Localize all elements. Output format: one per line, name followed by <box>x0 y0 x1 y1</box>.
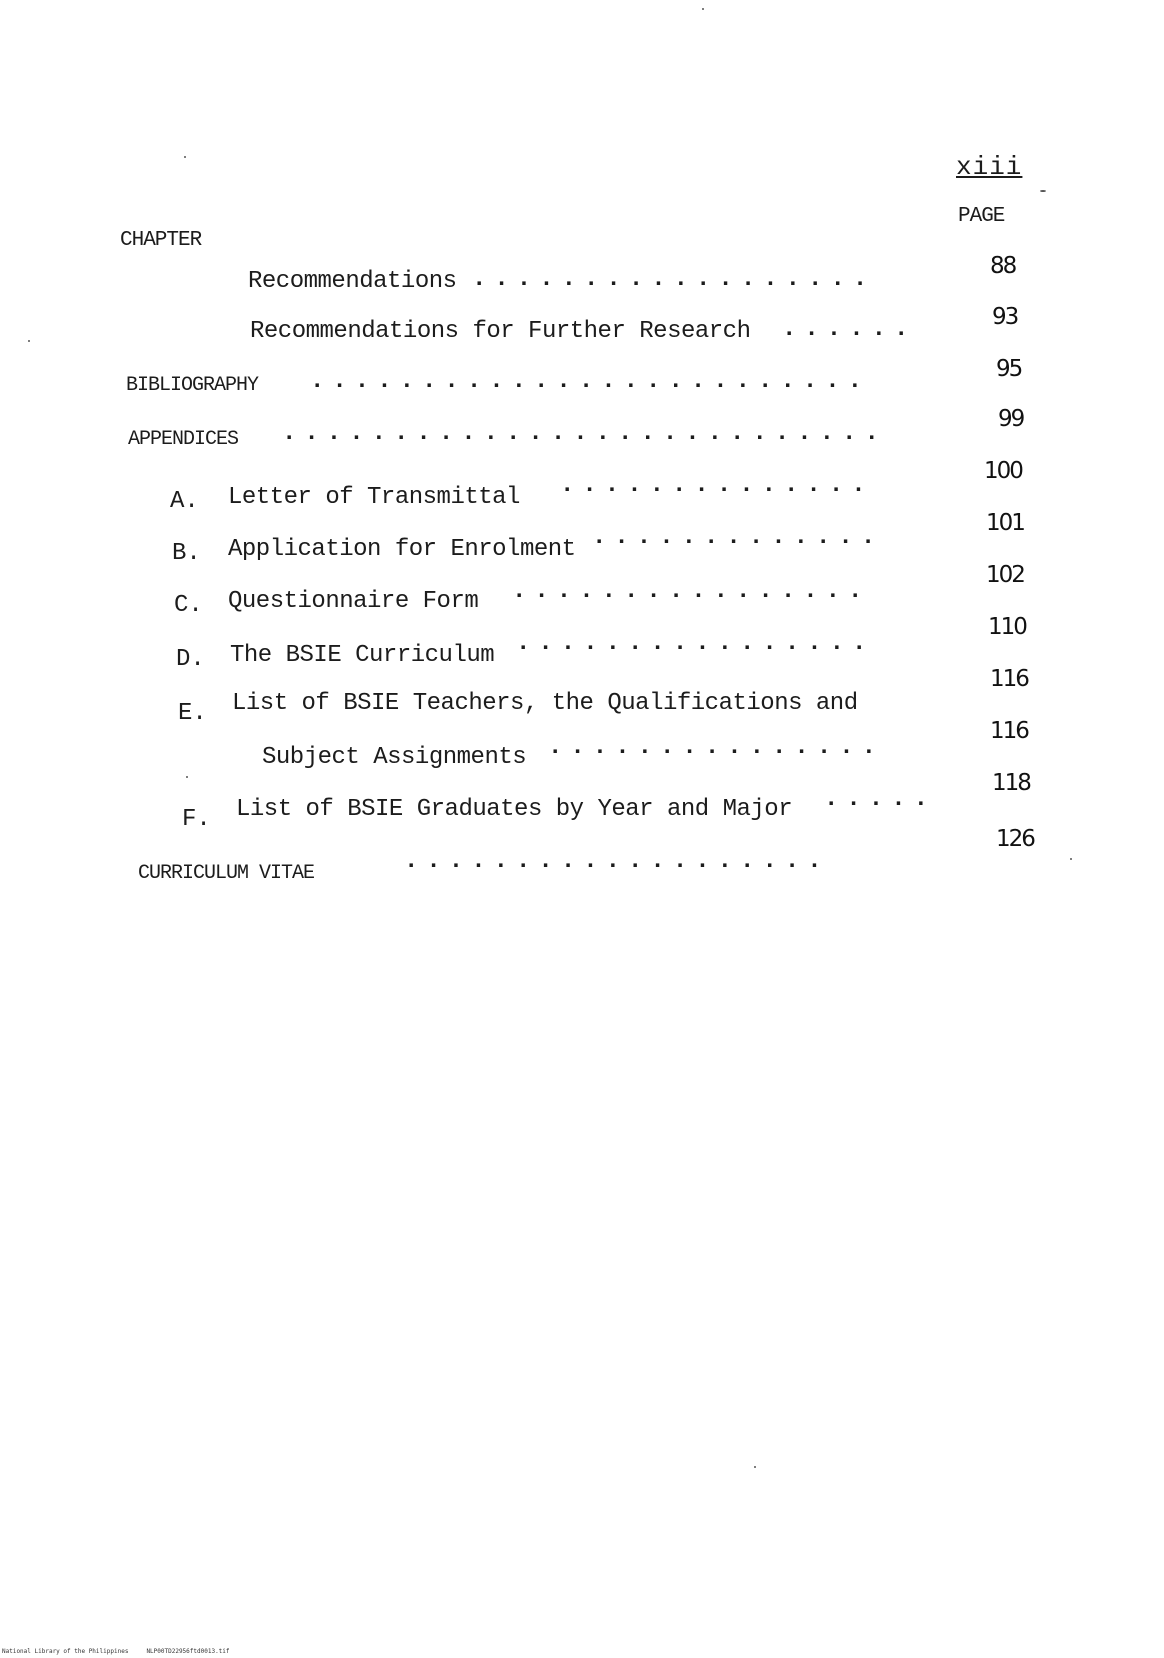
page-column-header: PAGE <box>958 205 1005 228</box>
scan-speck <box>28 340 30 342</box>
appendix-letter: C. <box>174 592 203 619</box>
scan-speck <box>1040 190 1046 192</box>
leader-dots: ................ <box>512 578 871 605</box>
footer-library: National Library of the Philippines <box>2 1648 129 1655</box>
chapter-header: CHAPTER <box>120 229 202 252</box>
toc-entry-page: 95 <box>996 356 1022 382</box>
leader-dots: ...... <box>782 316 917 343</box>
leader-dots: ........................... <box>282 420 887 447</box>
scan-speck <box>184 156 186 158</box>
toc-entry-page: 116 <box>990 666 1028 692</box>
toc-entry-page: 116 <box>990 718 1028 744</box>
toc-entry-label: BIBLIOGRAPHY <box>126 374 259 397</box>
leader-dots: ............. <box>592 524 884 551</box>
leader-dots: ......................... <box>310 368 871 395</box>
leader-dots: ..... <box>824 786 937 813</box>
footer-file-id: NLP00TD22956ftd0013.tif <box>146 1648 230 1655</box>
toc-entry-page: 99 <box>998 406 1024 432</box>
leader-dots: .................. <box>472 266 876 293</box>
scan-speck <box>702 8 704 10</box>
toc-entry-label: Questionnaire Form <box>228 588 479 615</box>
toc-entry-label: Recommendations <box>248 268 457 295</box>
leader-dots: ................... <box>404 848 830 875</box>
toc-entry-label: Subject Assignments <box>262 744 527 771</box>
appendix-letter: D. <box>176 646 205 673</box>
toc-entry-label: Letter of Transmittal <box>228 484 520 511</box>
scan-speck <box>1070 858 1072 860</box>
toc-entry-page: 101 <box>986 510 1024 536</box>
scan-speck <box>186 776 188 778</box>
toc-entry-label: List of BSIE Graduates by Year and Major <box>236 796 793 823</box>
appendix-letter: B. <box>172 540 201 567</box>
toc-entry-page: 102 <box>986 562 1024 588</box>
toc-entry-label: Application for Enrolment <box>228 536 576 563</box>
toc-entry-label: The BSIE Curriculum <box>230 642 495 669</box>
leader-dots: .............. <box>560 472 874 499</box>
toc-entry-page: 118 <box>992 770 1030 796</box>
toc-entry-page: 100 <box>984 458 1022 484</box>
scan-footer <box>2 1648 230 1655</box>
toc-entry-label: CURRICULUM VITAE <box>138 862 315 885</box>
toc-entry-page: 126 <box>996 826 1034 852</box>
scan-speck <box>754 1466 756 1468</box>
leader-dots: ................ <box>516 630 875 657</box>
appendix-letter: F. <box>182 806 211 833</box>
leader-dots: ............... <box>548 734 885 761</box>
toc-entry-page: 93 <box>992 304 1018 330</box>
toc-entry-page: 88 <box>990 253 1016 279</box>
toc-entry-label: List of BSIE Teachers, the Qualifications and <box>232 690 858 717</box>
appendix-letter: A. <box>170 488 199 515</box>
toc-entry-label: Recommendations for Further Research <box>250 318 751 345</box>
appendix-letter: E. <box>178 700 207 727</box>
toc-entry-page: 110 <box>988 614 1026 640</box>
page-number: xiii <box>956 152 1023 182</box>
toc-entry-label: APPENDICES <box>128 428 239 451</box>
